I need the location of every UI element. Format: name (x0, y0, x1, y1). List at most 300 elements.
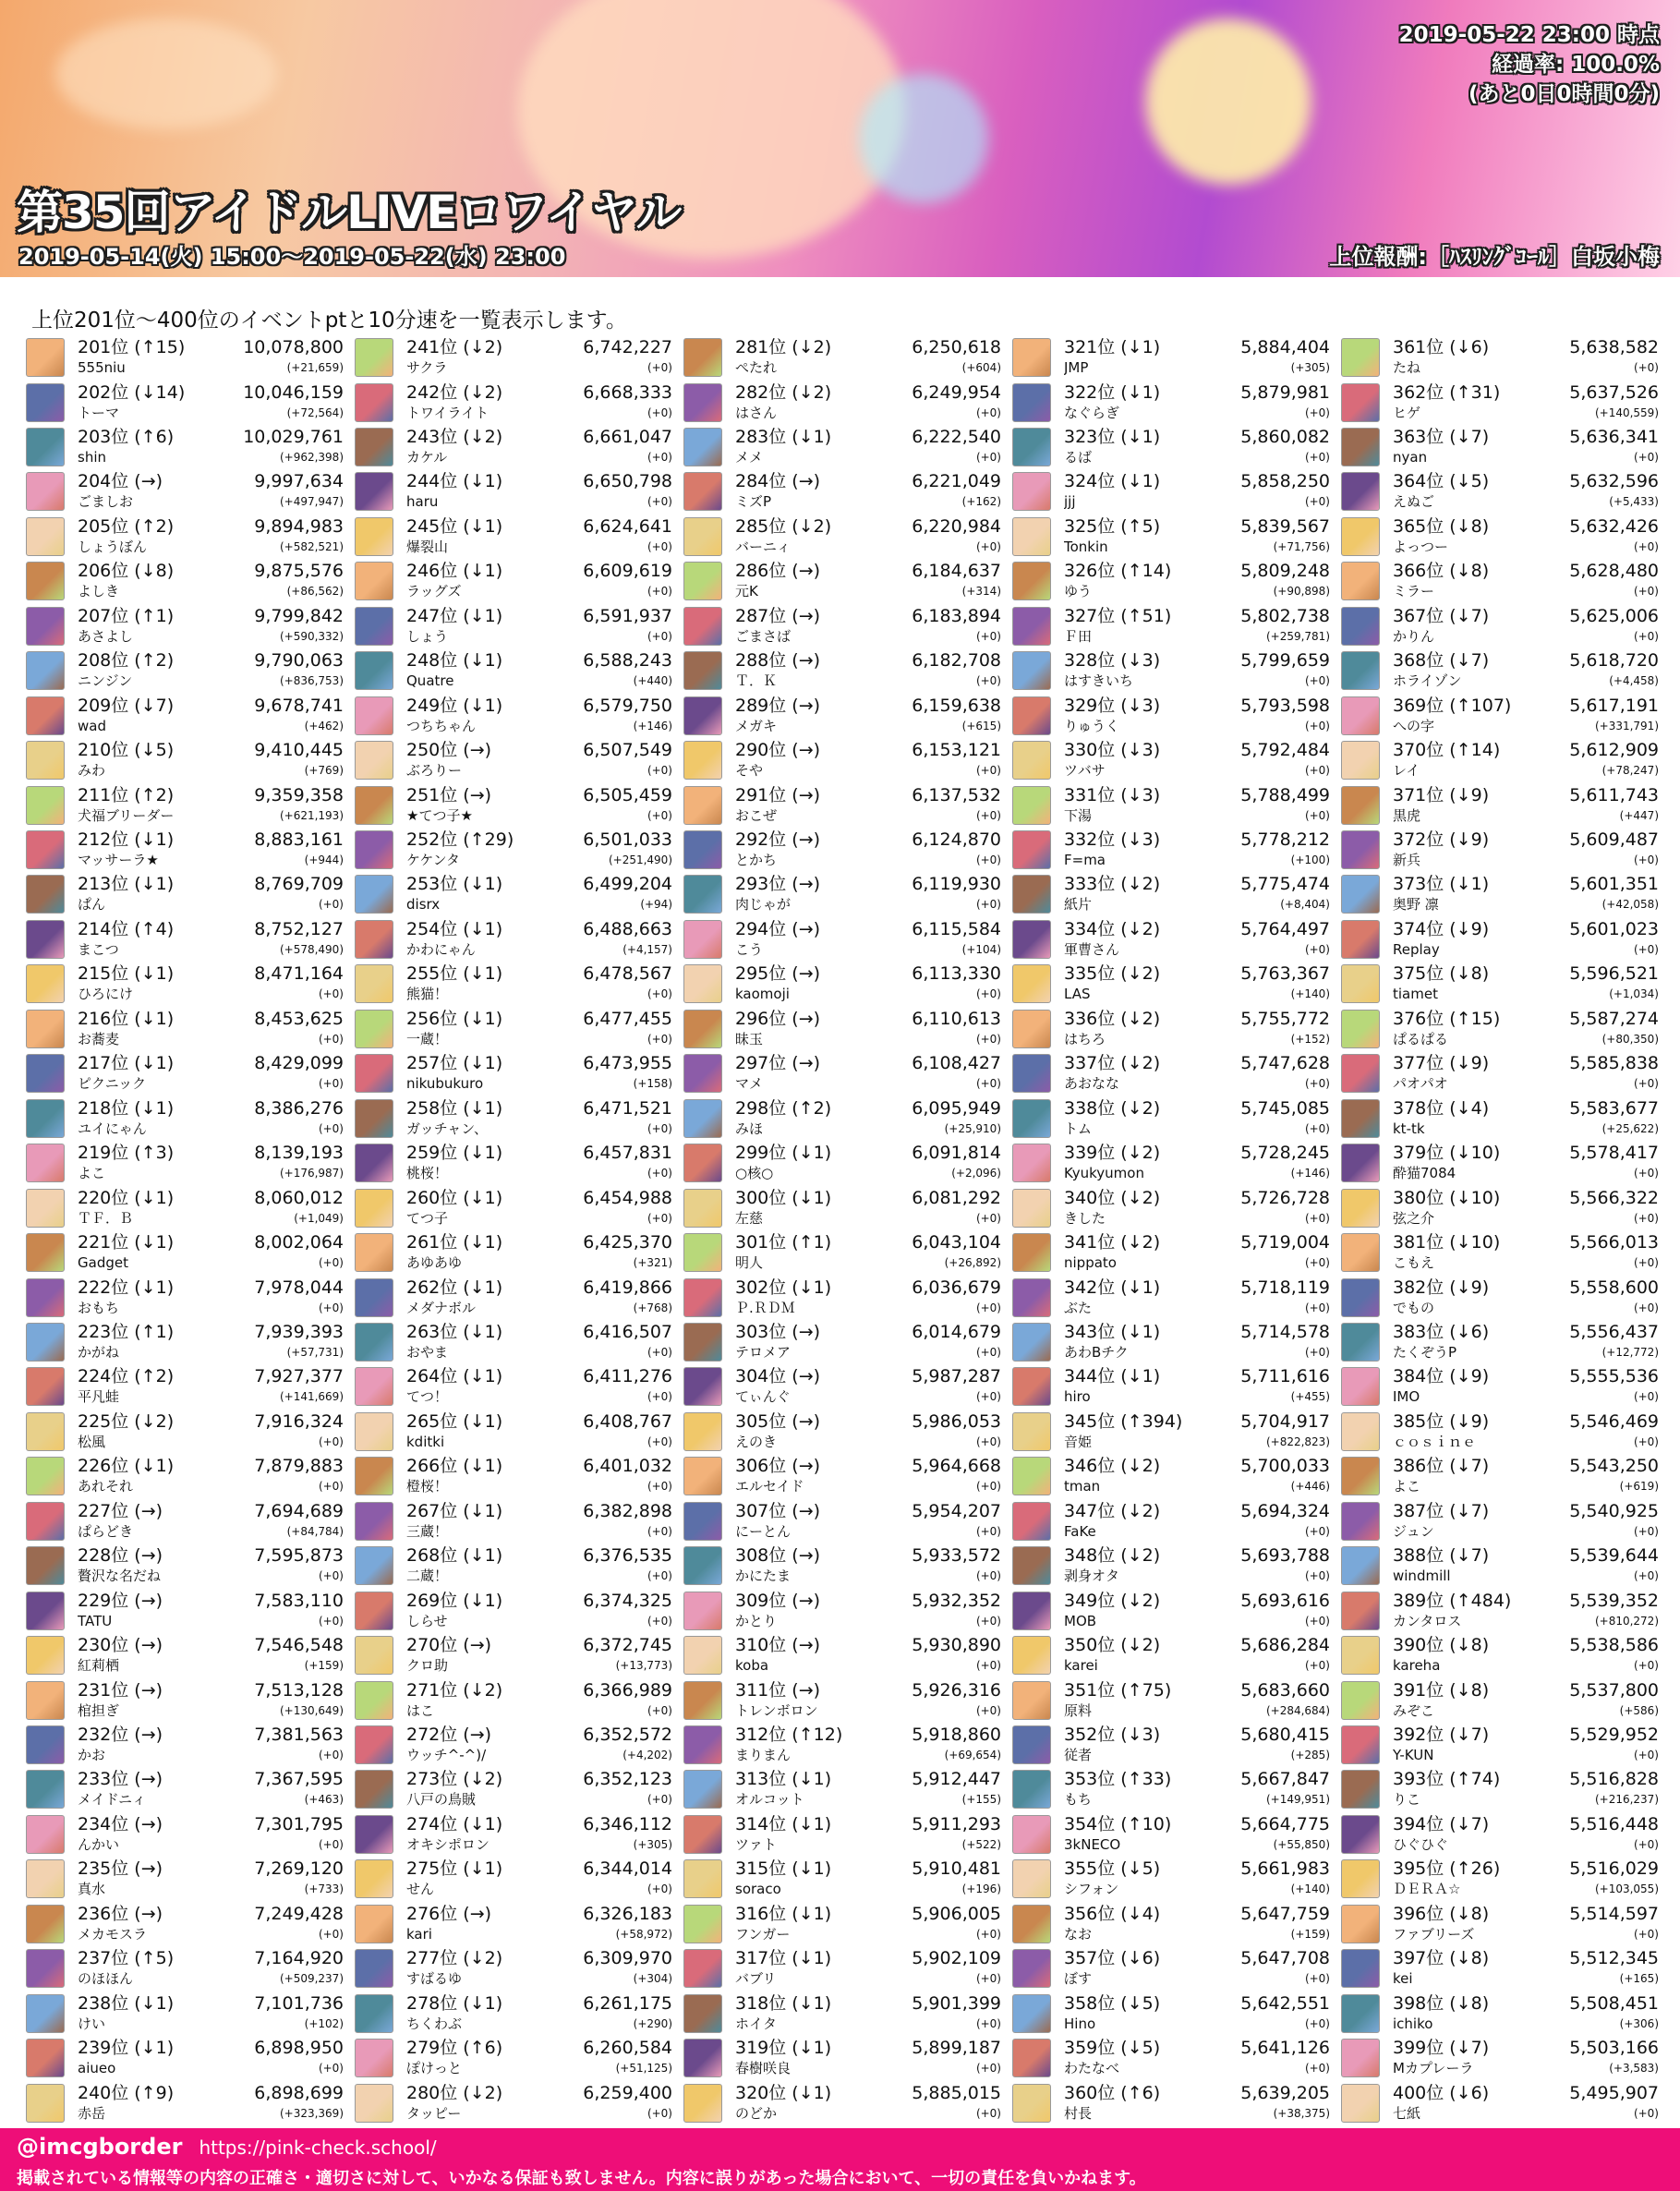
rank-label: 256位 (↓1) (406, 1008, 503, 1029)
player-name: ぱん (78, 896, 106, 914)
idol-avatar-icon (683, 964, 722, 1003)
player-name: たくぞうP (1393, 1343, 1457, 1361)
player-name: トワイライト (406, 404, 489, 421)
ranking-row (26, 1858, 345, 1900)
player-name: ちくわぶ (406, 2015, 463, 2032)
ten-min-speed: (+58,972) (615, 1927, 672, 1941)
ten-min-speed: (+0) (1633, 361, 1659, 374)
idol-avatar-icon (1341, 428, 1380, 466)
event-points: 5,512,345 (1569, 1948, 1659, 1969)
player-name: とかち (735, 852, 778, 868)
twitter-handle[interactable]: @imcgborder (17, 2134, 183, 2160)
player-name: disrx (406, 896, 441, 914)
ranking-row (1341, 1008, 1661, 1050)
ranking-row (683, 649, 1003, 692)
ten-min-speed: (+2,096) (951, 1167, 1001, 1180)
ten-min-speed: (+582,521) (279, 539, 344, 553)
idol-avatar-icon (1012, 1457, 1051, 1495)
idol-avatar-icon (355, 1502, 393, 1541)
player-name: kari (406, 1925, 432, 1943)
player-name: よこ (1393, 1478, 1421, 1495)
player-name: 爆裂山 (406, 538, 449, 555)
rank-label: 303位 (→) (735, 1321, 821, 1342)
player-name: てつ子 (406, 1209, 449, 1227)
player-name: テロメア (735, 1343, 792, 1361)
rank-label: 392位 (↓7) (1393, 1725, 1490, 1745)
ranking-row (1012, 1008, 1332, 1050)
player-name: 弦之介 (1393, 1209, 1435, 1227)
rank-label: 212位 (↓1) (78, 829, 175, 850)
idol-avatar-icon (1341, 875, 1380, 914)
player-name: kditki (406, 1433, 445, 1450)
ranking-row (1341, 1679, 1661, 1722)
ten-min-speed: (+810,272) (1594, 1614, 1659, 1628)
ten-min-speed: (+0) (975, 1345, 1001, 1359)
ten-min-speed: (+130,649) (279, 1703, 344, 1717)
ranking-row (355, 1500, 674, 1543)
idol-avatar-icon (355, 830, 393, 869)
rank-label: 216位 (↓1) (78, 1008, 175, 1029)
rank-label: 335位 (↓2) (1064, 963, 1161, 985)
ten-min-speed: (+0) (1633, 450, 1659, 464)
event-points: 5,587,274 (1569, 1008, 1659, 1029)
player-name: でもの (1393, 1299, 1435, 1316)
event-points: 6,153,121 (912, 740, 1001, 761)
player-name: よこ (78, 1165, 106, 1182)
ten-min-speed: (+71,756) (1273, 539, 1330, 553)
player-name: シフォン (1064, 1881, 1119, 1898)
rank-label: 311位 (→) (735, 1679, 821, 1701)
event-points: 5,503,166 (1569, 2038, 1659, 2059)
idol-avatar-icon (26, 1412, 65, 1451)
site-url[interactable]: https://pink-check.school/ (199, 2137, 437, 2159)
player-name: てぃんぐ (735, 1388, 791, 1406)
idol-avatar-icon (355, 1681, 393, 1720)
ranking-row (683, 1724, 1003, 1766)
player-name: メカモスラ (78, 1925, 148, 1943)
event-points: 6,091,814 (912, 1143, 1001, 1164)
event-points: 6,624,641 (583, 515, 672, 537)
ranking-row (355, 515, 674, 558)
idol-avatar-icon (355, 875, 393, 914)
idol-avatar-icon (683, 741, 722, 780)
rank-label: 325位 (↑5) (1064, 515, 1161, 537)
idol-avatar-icon (1341, 472, 1380, 511)
ten-min-speed: (+0) (975, 764, 1001, 778)
rank-label: 247位 (↓1) (406, 605, 503, 626)
idol-avatar-icon (26, 428, 65, 466)
event-points: 5,954,207 (912, 1500, 1001, 1521)
event-points: 6,352,123 (583, 1769, 672, 1790)
event-points: 8,752,127 (254, 918, 344, 939)
idol-avatar-icon (683, 472, 722, 511)
ten-min-speed: (+216,237) (1594, 1793, 1659, 1807)
ten-min-speed: (+140,559) (1594, 406, 1659, 419)
player-name: Kyukyumon (1064, 1165, 1144, 1182)
rank-label: 301位 (↑1) (735, 1232, 832, 1253)
ten-min-speed: (+0) (1304, 1569, 1330, 1583)
ranking-row (1012, 1768, 1332, 1810)
rank-label: 385位 (↓9) (1393, 1410, 1490, 1432)
ranking-row (1341, 2082, 1661, 2124)
idol-avatar-icon (1012, 2039, 1051, 2077)
ranking-row (355, 2037, 674, 2079)
rank-label: 226位 (↓1) (78, 1456, 175, 1477)
event-points: 6,159,638 (912, 695, 1001, 716)
ranking-row (683, 1097, 1003, 1140)
event-points: 7,583,110 (254, 1590, 344, 1611)
event-points: 6,579,750 (583, 695, 672, 716)
event-points: 6,108,427 (912, 1053, 1001, 1074)
event-points: 5,911,293 (912, 1813, 1001, 1834)
ten-min-speed: (+4,202) (622, 1749, 672, 1761)
event-points: 7,879,883 (254, 1456, 344, 1477)
ten-min-speed: (+462) (304, 719, 344, 732)
ten-min-speed: (+0) (647, 808, 672, 822)
ten-min-speed: (+196) (961, 1882, 1001, 1896)
ranking-row (26, 1590, 345, 1632)
rank-label: 304位 (→) (735, 1366, 821, 1387)
ten-min-speed: (+0) (1633, 585, 1659, 599)
event-points: 7,164,920 (254, 1948, 344, 1969)
event-points: 6,081,292 (912, 1187, 1001, 1208)
elapsed-rate: 経過率: 100.0% (1491, 53, 1660, 77)
event-points: 6,110,613 (912, 1008, 1001, 1029)
player-name: 軍曹さん (1064, 940, 1120, 958)
ranking-row (26, 1500, 345, 1543)
ten-min-speed: (+0) (318, 1614, 344, 1628)
player-name: メダナボル (406, 1299, 477, 1316)
event-points: 5,642,551 (1240, 1992, 1330, 2014)
event-points: 9,359,358 (254, 784, 344, 805)
idol-avatar-icon (1341, 920, 1380, 959)
event-points: 6,250,618 (912, 337, 1001, 357)
event-points: 5,578,417 (1569, 1143, 1659, 1164)
player-name: wad (78, 717, 106, 734)
ranking-row (1341, 1097, 1661, 1140)
ten-min-speed: (+25,622) (1601, 1121, 1659, 1135)
ranking-row (683, 1008, 1003, 1050)
ranking-row (26, 1052, 345, 1095)
status-box (1399, 20, 1660, 109)
ranking-row (1341, 1724, 1661, 1766)
player-name: Gadget (78, 1254, 128, 1271)
ranking-row (26, 560, 345, 602)
player-name: shin (78, 448, 106, 466)
idol-avatar-icon (355, 1546, 393, 1585)
rank-label: 225位 (↓2) (78, 1410, 175, 1432)
ten-min-speed: (+176,987) (279, 1167, 344, 1180)
ranking-row (683, 1187, 1003, 1229)
event-points: 6,473,955 (583, 1053, 672, 1074)
ranking-row (355, 1992, 674, 2035)
ranking-row (26, 1634, 345, 1677)
event-points: 9,790,063 (254, 650, 344, 672)
event-points: 8,002,064 (254, 1232, 344, 1253)
ten-min-speed: (+103,055) (1594, 1882, 1659, 1896)
ranking-row (1012, 470, 1332, 513)
player-name: ＤＥＲＡ☆ (1393, 1881, 1461, 1898)
ten-min-speed: (+0) (318, 1121, 344, 1135)
ten-min-speed: (+0) (975, 1569, 1001, 1583)
ranking-row (683, 605, 1003, 648)
rank-label: 255位 (↓1) (406, 963, 503, 985)
idol-avatar-icon (26, 696, 65, 735)
event-points: 6,043,104 (912, 1232, 1001, 1253)
rank-label: 309位 (→) (735, 1590, 821, 1611)
rank-label: 227位 (→) (78, 1500, 163, 1521)
player-name: ラッグズ (406, 583, 462, 600)
idol-avatar-icon (683, 1457, 722, 1495)
rank-label: 378位 (↓4) (1393, 1097, 1490, 1119)
idol-avatar-icon (355, 1010, 393, 1048)
rank-label: 336位 (↓2) (1064, 1008, 1161, 1029)
idol-avatar-icon (683, 1681, 722, 1720)
rank-label: 222位 (↓1) (78, 1277, 175, 1298)
player-name: 七紙 (1393, 2104, 1421, 2122)
ranking-row (1012, 1858, 1332, 1900)
ranking-row (1012, 560, 1332, 602)
event-points: 5,529,952 (1569, 1725, 1659, 1745)
rank-label: 223位 (↑1) (78, 1321, 175, 1342)
player-name: ヒゲ (1393, 404, 1421, 421)
rank-label: 221位 (↓1) (78, 1232, 175, 1253)
player-name: 従者 (1064, 1747, 1093, 1763)
idol-avatar-icon (1012, 830, 1051, 869)
ranking-row (355, 1008, 674, 1050)
ranking-row (1341, 1634, 1661, 1677)
idol-avatar-icon (26, 1144, 65, 1182)
rank-label: 377位 (↓9) (1393, 1053, 1490, 1074)
player-name: ichiko (1393, 2015, 1433, 2032)
ranking-row (683, 1321, 1003, 1363)
ranking-row (26, 784, 345, 827)
ranking-row (355, 1365, 674, 1408)
player-name: メガキ (735, 717, 778, 734)
rank-label: 358位 (↓5) (1064, 1992, 1161, 2014)
ten-min-speed: (+251,490) (608, 853, 672, 866)
ten-min-speed: (+0) (318, 1077, 344, 1091)
ten-min-speed: (+306) (1619, 2016, 1659, 2030)
rank-label: 201位 (↑15) (78, 337, 186, 357)
ranking-row (1012, 1813, 1332, 1856)
player-name: マメ (735, 1075, 764, 1093)
player-name: ぱるぱる (1393, 1030, 1449, 1047)
player-name: MOB (1064, 1612, 1097, 1629)
ten-min-speed: (+152) (1290, 1032, 1330, 1046)
ranking-row (26, 1947, 345, 1990)
ten-min-speed: (+0) (975, 1211, 1001, 1225)
event-points: 5,802,738 (1240, 605, 1330, 626)
event-points: 7,301,795 (254, 1813, 344, 1834)
idol-avatar-icon (355, 1859, 393, 1898)
event-points: 5,792,484 (1240, 740, 1330, 761)
player-name: 奥野 凛 (1393, 896, 1439, 914)
player-name: Ｆ田 (1064, 627, 1093, 645)
idol-avatar-icon (683, 1144, 722, 1182)
player-name: Quatre (406, 672, 454, 690)
rank-label: 271位 (↓2) (406, 1679, 503, 1701)
player-name: ぽけっと (406, 2060, 463, 2077)
ranking-row (1012, 1947, 1332, 1990)
ten-min-speed: (+0) (1304, 1524, 1330, 1538)
event-points: 6,898,950 (254, 2038, 344, 2059)
event-period: 2019-05-14(火) 15:00〜2019-05-22(水) 23:00 (18, 244, 566, 270)
player-name: つちちゃん (406, 717, 477, 734)
event-points: 5,601,351 (1569, 874, 1659, 895)
rank-label: 308位 (→) (735, 1545, 821, 1567)
event-points: 5,632,426 (1569, 515, 1659, 537)
ranking-row (26, 2037, 345, 2079)
ranking-row (1341, 918, 1661, 961)
ten-min-speed: (+0) (1304, 942, 1330, 956)
ten-min-speed: (+944) (304, 853, 344, 866)
player-name: すばるゆ (406, 1970, 463, 1988)
ten-min-speed: (+0) (1633, 2106, 1659, 2120)
rank-label: 260位 (↓1) (406, 1187, 503, 1208)
rank-label: 373位 (↓1) (1393, 874, 1490, 895)
ten-min-speed: (+0) (975, 987, 1001, 1001)
ranking-row (355, 1590, 674, 1632)
player-name: 左慈 (735, 1209, 764, 1227)
player-name: バブリ (735, 1970, 777, 1988)
ranking-row (1012, 1365, 1332, 1408)
idol-avatar-icon (1341, 2039, 1380, 2077)
idol-avatar-icon (26, 1725, 65, 1764)
idol-avatar-icon (26, 1546, 65, 1585)
idol-avatar-icon (1341, 830, 1380, 869)
player-name: 明人 (735, 1254, 764, 1271)
player-name: Tonkin (1064, 538, 1108, 555)
rank-label: 360位 (↑6) (1064, 2082, 1161, 2103)
ranking-row (355, 336, 674, 379)
event-points: 5,495,907 (1569, 2082, 1659, 2103)
idol-avatar-icon (1341, 651, 1380, 690)
rank-label: 292位 (→) (735, 829, 821, 850)
ten-min-speed: (+0) (647, 1524, 672, 1538)
ranking-row (1341, 1052, 1661, 1095)
rank-label: 272位 (→) (406, 1725, 492, 1745)
rank-label: 326位 (↑14) (1064, 561, 1172, 582)
player-name: ぼす (1064, 1970, 1093, 1988)
ranking-row (26, 1410, 345, 1453)
event-points: 6,471,521 (583, 1097, 672, 1119)
ten-min-speed: (+0) (975, 2106, 1001, 2120)
ranking-row (355, 2082, 674, 2124)
player-name: みわ (78, 762, 106, 780)
rank-label: 244位 (↓1) (406, 471, 503, 492)
rank-label: 280位 (↓2) (406, 2082, 503, 2103)
event-points: 7,249,428 (254, 1903, 344, 1924)
idol-avatar-icon (26, 1278, 65, 1317)
ten-min-speed: (+84,784) (286, 1524, 344, 1538)
event-points: 10,078,800 (243, 337, 344, 357)
event-points: 5,555,536 (1569, 1366, 1659, 1387)
rank-label: 354位 (↑10) (1064, 1813, 1172, 1834)
rank-label: 295位 (→) (735, 963, 821, 985)
rank-label: 234位 (→) (78, 1813, 163, 1834)
rank-label: 277位 (↓2) (406, 1948, 503, 1969)
event-points: 5,918,860 (912, 1725, 1001, 1745)
player-name: りゅうく (1064, 717, 1120, 734)
ranking-row (1012, 2037, 1332, 2079)
ranking-row (683, 1634, 1003, 1677)
event-points: 6,222,540 (912, 426, 1001, 447)
idol-avatar-icon (1341, 1546, 1380, 1585)
idol-avatar-icon (355, 964, 393, 1003)
ranking-row (355, 1768, 674, 1810)
event-points: 5,902,109 (912, 1948, 1001, 1969)
player-name: トレンボロン (735, 1701, 818, 1719)
ten-min-speed: (+90,898) (1273, 585, 1330, 599)
ranking-row (1012, 426, 1332, 468)
rank-label: 365位 (↓8) (1393, 515, 1490, 537)
ranking-row (26, 873, 345, 915)
idol-avatar-icon (26, 1367, 65, 1406)
rank-label: 239位 (↓1) (78, 2038, 175, 2059)
ranking-row (1341, 515, 1661, 558)
event-points: 5,704,917 (1240, 1410, 1330, 1432)
event-points: 5,788,499 (1240, 784, 1330, 805)
player-name: ★てつ子★ (406, 806, 473, 824)
ten-min-speed: (+0) (975, 2016, 1001, 2030)
ten-min-speed: (+0) (1633, 1524, 1659, 1538)
player-name: マッサーラ★ (78, 852, 159, 868)
player-name: おもち (78, 1299, 120, 1316)
rank-label: 398位 (↓8) (1393, 1992, 1490, 2014)
event-points: 6,182,708 (912, 650, 1001, 672)
ranking-row (1012, 605, 1332, 648)
rank-label: 248位 (↓1) (406, 650, 503, 672)
rank-label: 266位 (↓1) (406, 1456, 503, 1477)
event-points: 5,537,800 (1569, 1679, 1659, 1701)
rank-label: 202位 (↓14) (78, 381, 186, 403)
event-points: 6,352,572 (583, 1725, 672, 1745)
ten-min-speed: (+162) (961, 495, 1001, 509)
ten-min-speed: (+0) (975, 1301, 1001, 1314)
ten-min-speed: (+304) (633, 1972, 672, 1986)
rank-label: 381位 (↓10) (1393, 1232, 1501, 1253)
player-name: かお (78, 1747, 106, 1763)
event-points: 6,416,507 (583, 1321, 672, 1342)
ranking-row (1341, 962, 1661, 1005)
ten-min-speed: (+158) (633, 1077, 672, 1091)
idol-avatar-icon (1012, 472, 1051, 511)
idol-avatar-icon (1012, 1770, 1051, 1809)
ranking-row (26, 918, 345, 961)
player-name: かがね (78, 1343, 120, 1361)
idol-avatar-icon (26, 1770, 65, 1809)
ten-min-speed: (+69,654) (944, 1749, 1001, 1761)
rank-label: 312位 (↑12) (735, 1725, 843, 1745)
player-name: こもえ (1393, 1254, 1435, 1271)
idol-avatar-icon (1012, 1099, 1051, 1138)
ten-min-speed: (+0) (1304, 450, 1330, 464)
player-name: 酔猫7084 (1393, 1165, 1456, 1182)
rank-label: 339位 (↓2) (1064, 1143, 1161, 1164)
ranking-row (355, 560, 674, 602)
event-points: 5,516,448 (1569, 1813, 1659, 1834)
ranking-row (1341, 1231, 1661, 1274)
ten-min-speed: (+0) (1304, 1301, 1330, 1314)
ten-min-speed: (+578,490) (279, 942, 344, 956)
ranking-row (26, 1321, 345, 1363)
rank-label: 344位 (↓1) (1064, 1366, 1161, 1387)
rank-label: 346位 (↓2) (1064, 1456, 1161, 1477)
idol-avatar-icon (26, 607, 65, 646)
idol-avatar-icon (1341, 741, 1380, 780)
rank-label: 357位 (↓6) (1064, 1948, 1161, 1969)
